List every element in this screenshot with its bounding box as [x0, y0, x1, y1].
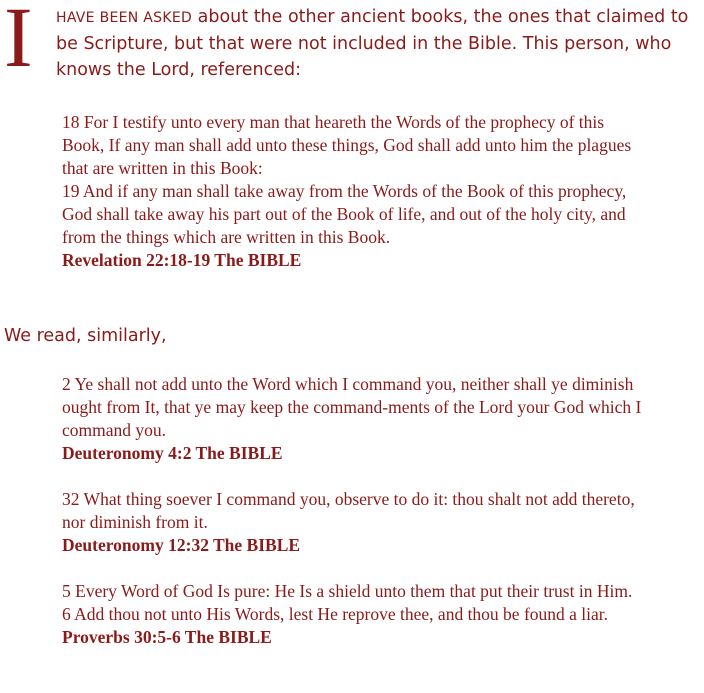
scripture-reference: Deuteronomy 4:2 The BIBLE — [62, 443, 283, 463]
verse: 32 What thing soever I command you, observe to do it: thou shalt not add thereto, nor diminish from it. — [62, 489, 635, 532]
scripture-reference: Revelation 22:18-19 The BIBLE — [62, 250, 302, 270]
verse: 19 And if any man shall take away from the Words of the Book of this prophecy, God shall take away his part out of the Book of life, and out of the holy city, and from the things which are written in this Book. — [62, 181, 627, 247]
quote-revelation — [62, 111, 642, 272]
intro-text: about the other ancient books, the ones that claimed to be Scripture, but that were not included in the Bible. This person, who knows the Lord, referenced: — [56, 7, 689, 80]
transition-paragraph: We read, similarly, — [4, 326, 167, 346]
quote-deuteronomy-4 — [62, 373, 642, 465]
verse: 6 Add thou not unto His Words, lest He reprove thee, and thou be found a liar. — [62, 604, 609, 624]
drop-cap: I — [4, 0, 33, 85]
scripture-reference: Proverbs 30:5-6 The BIBLE — [62, 627, 272, 647]
quote-proverbs — [62, 580, 642, 649]
verse: 2 Ye shall not add unto the Word which I command you, neither shall ye diminish ought from It, that ye may keep the command-ments of the Lord your God which I command you. — [62, 374, 642, 440]
verse: 18 For I testify unto every man that heareth the Words of the prophecy of this Book, If any man shall add unto these things, God shall add unto him the plagues that are written in this Book: — [62, 112, 632, 178]
intro-paragraph — [56, 4, 696, 83]
scripture-reference: Deuteronomy 12:32 The BIBLE — [62, 535, 301, 555]
verse: 5 Every Word of God Is pure: He Is a shield unto them that put their trust in Him. — [62, 581, 633, 601]
quote-deuteronomy-12 — [62, 488, 642, 557]
intro-lead-smallcaps: HAVE BEEN ASKED — [56, 10, 193, 26]
